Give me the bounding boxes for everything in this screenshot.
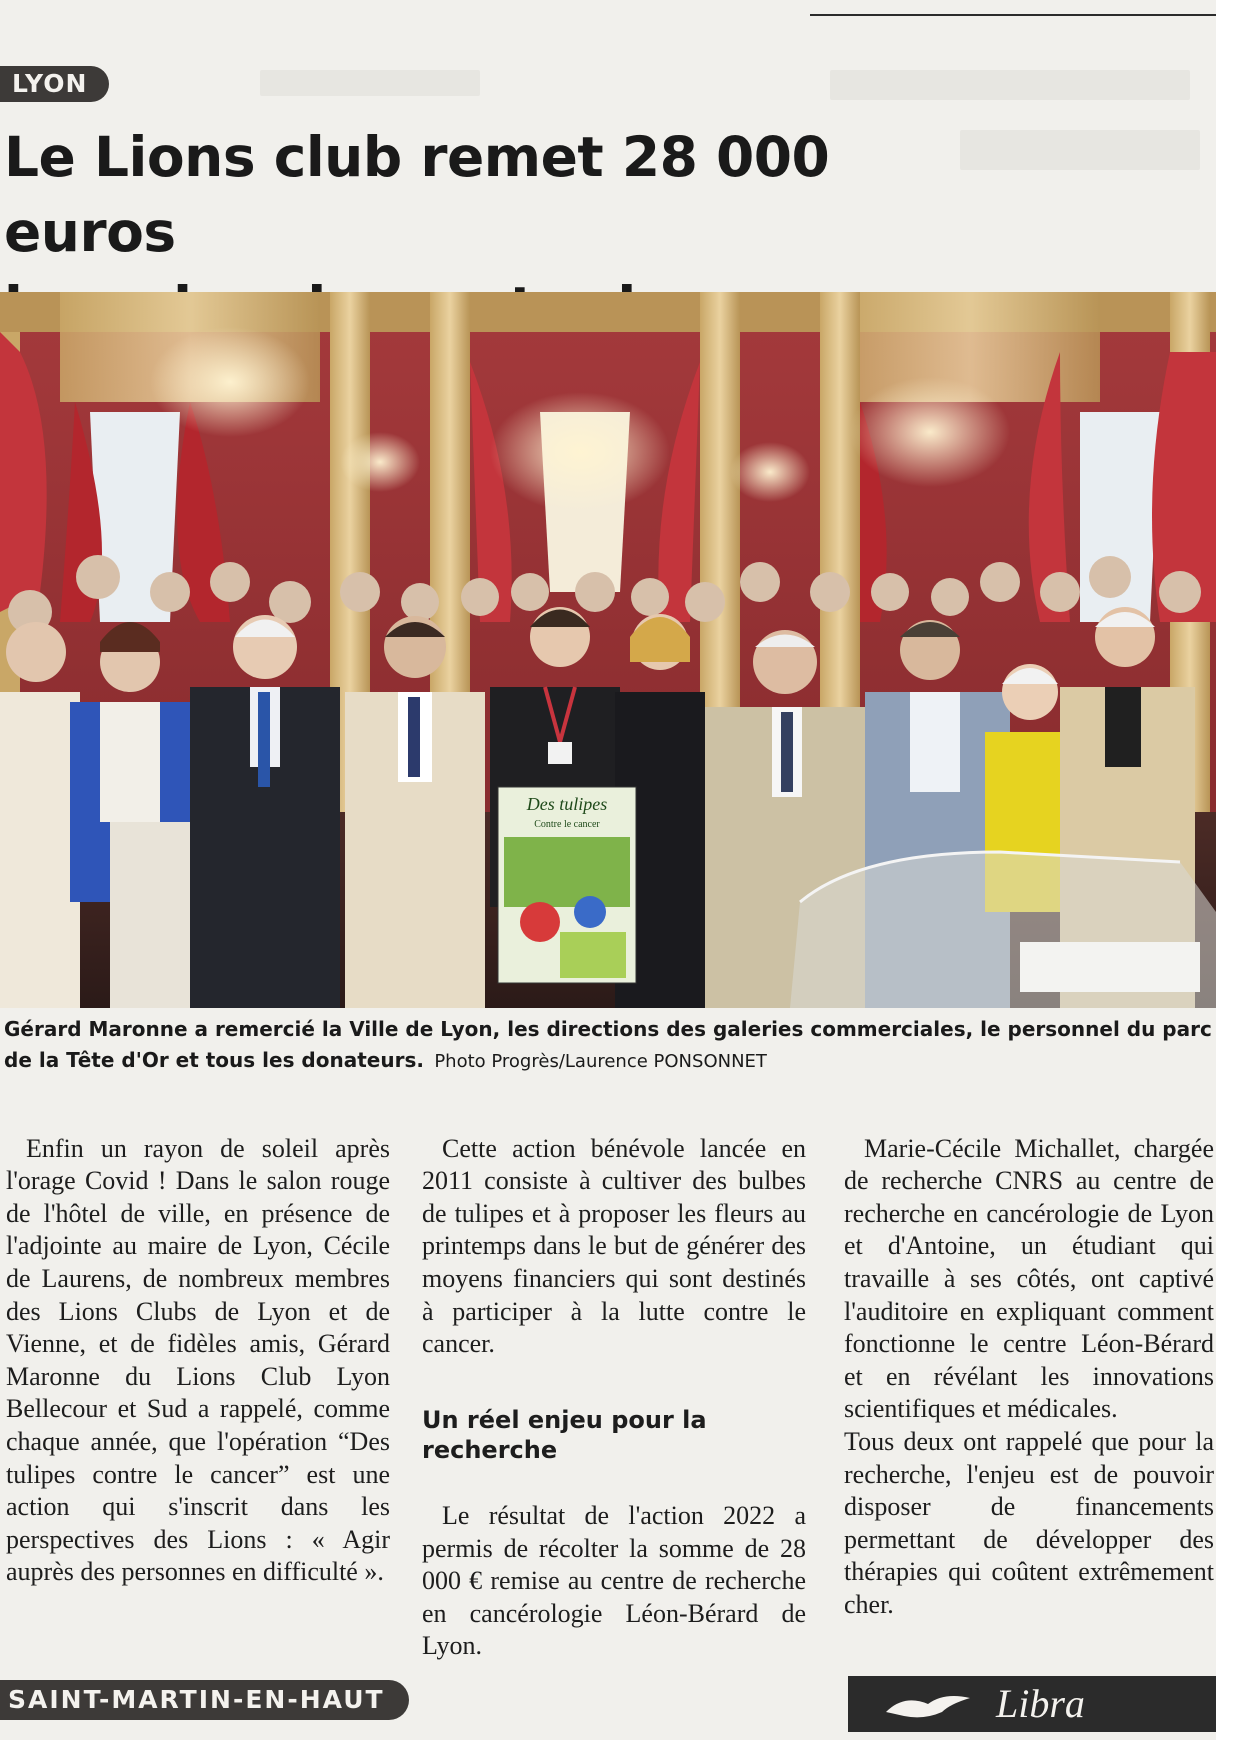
article-paragraph: Enfin un rayon de soleil après l'orage Covid ! Dans le salon rouge de l'hôtel de ville, en présence de l'adjointe au maire de Lyon, Cécile de Laurens, de nombreux membres des Lions Clubs de Lyon et de Vienne, et de fidèles amis, Gérard Maronne du Lions Club Lyon Bellecour et Sud a rappelé, comme chaque année, que l'opération “Des tulipes contre le cancer” est une action qui s'inscrit dans les perspectives des Lions : « Agir auprès des personnes en difficulté ».: [6, 1133, 390, 1587]
group-photo-illustration: [0, 292, 1216, 1008]
next-section-label: SAINT-MARTIN-EN-HAUT: [0, 1680, 409, 1720]
ad-label: Libra: [996, 1681, 1085, 1726]
article-column-1: [6, 1100, 390, 1622]
headline-line-1: Le Lions club remet 28 000 euros: [4, 125, 830, 264]
photo-caption: [4, 1014, 1214, 1077]
bleed-through-shadow: [830, 70, 1190, 100]
poster: [498, 787, 636, 983]
caption-text: Gérard Maronne a remercié la Ville de Lyon, les directions des galeries commerciales, le personnel du parc de la Tête d'Or et tous les donateurs.: [4, 1017, 1212, 1072]
article-paragraph: Cette action bénévole lancée en 2011 consiste à cultiver des bulbes de tulipes et à proposer les fleurs au printemps dans le but de générer des moyens financiers qui sont destinés à participer à la lutte contre le cancer.: [422, 1133, 806, 1359]
top-rule: [810, 14, 1216, 16]
section-label: LYON: [0, 66, 109, 102]
article-paragraph: Marie-Cécile Michallet, chargée de recherche CNRS au centre de recherche en cancérologie de Lyon et d'Antoine, un étudiant qui travaille à ses côtés, ont captivé l'auditoire en expliquant comment fonctionne le centre Léon-Bérard et en révélant les innovations scientifiques et médicales. Tous deux ont rappelé que pour la recherche, l'enjeu est de pouvoir disposer de financements permettant de développer des thérapies qui coûtent extrêmement cher.: [844, 1133, 1214, 1619]
bird-icon: [884, 1690, 974, 1720]
article-paragraph: Le résultat de l'action 2022 a permis de récolter la somme de 28 000 € remise au centre de recherche en cancérologie Léon-Bérard de Lyon.: [422, 1500, 806, 1661]
article-column-2: [422, 1100, 806, 1696]
ad-banner: [848, 1676, 1216, 1732]
bleed-through-shadow: [260, 70, 480, 96]
group-photo: [0, 292, 1216, 1008]
poster-title: Des tulipes: [526, 794, 608, 814]
glass-display-case: [790, 852, 1216, 1008]
poster-subtitle: Contre le cancer: [534, 819, 600, 830]
article-subheading: Un réel enjeu pour la recherche: [422, 1406, 707, 1465]
photo-credit: Photo Progrès/Laurence PONSONNET: [434, 1051, 767, 1072]
article-column-3: [844, 1100, 1214, 1654]
